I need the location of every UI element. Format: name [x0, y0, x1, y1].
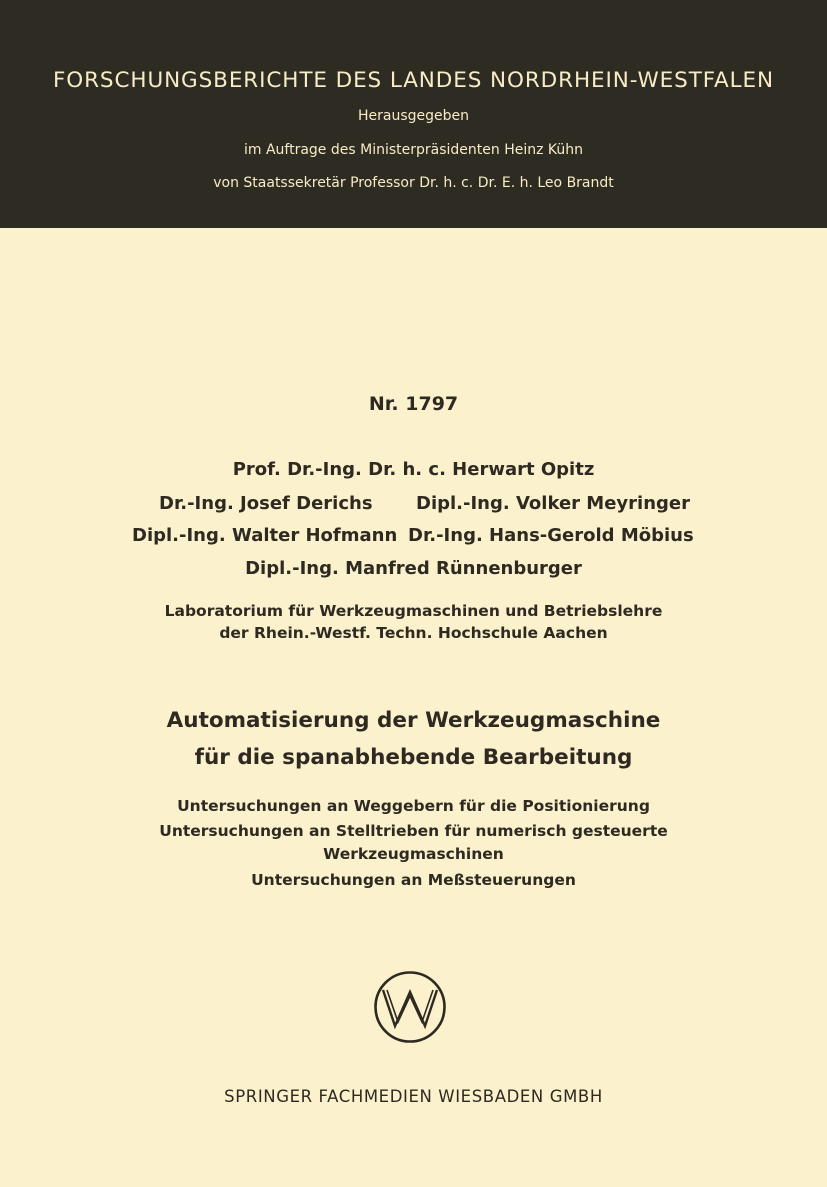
series-title: FORSCHUNGSBERICHTE DES LANDES NORDRHEIN-WESTFALEN	[52, 68, 774, 93]
editor-line-3: von Staatssekretär Professor Dr. h. c. Dr. E. h. Leo Brandt	[213, 175, 614, 191]
publisher: SPRINGER FACHMEDIEN WIESBADEN GMBH	[224, 1087, 603, 1106]
subtitle-4: Untersuchungen an Meßsteuerungen	[251, 871, 576, 889]
subtitle-2: Untersuchungen an Stelltrieben für numerisch gesteuerte	[159, 822, 668, 840]
institution-line-1: Laboratorium für Werkzeugmaschinen und Betriebslehre	[164, 602, 663, 620]
subtitle-3: Werkzeugmaschinen	[323, 845, 504, 863]
subtitle-1: Untersuchungen an Weggebern für die Positionierung	[177, 797, 650, 815]
main-title-line-2: für die spanabhebende Bearbeitung	[194, 745, 633, 770]
ww-logo-icon	[373, 970, 447, 1044]
editor-line-1: Herausgegeben	[357, 108, 469, 124]
institution-line-2: der Rhein.-Westf. Techn. Hochschule Aachen	[219, 624, 608, 642]
editor-line-2: im Auftrage des Ministerpräsidenten Heinz Kühn	[243, 142, 584, 158]
lead-author: Prof. Dr.-Ing. Dr. h. c. Herwart Opitz	[232, 459, 595, 480]
author-hofmann: Dipl.-Ing. Walter Hofmann	[132, 525, 398, 546]
author-ruennenburger: Dipl.-Ing. Manfred Rünnenburger	[245, 558, 582, 579]
header-band	[0, 0, 827, 228]
author-row-1	[0, 492, 827, 516]
author-moebius: Dr.-Ing. Hans-Gerold Möbius	[408, 525, 694, 546]
author-meyringer: Dipl.-Ing. Volker Meyringer	[416, 493, 690, 514]
author-derichs: Dr.-Ing. Josef Derichs	[159, 493, 373, 514]
main-title-line-1: Automatisierung der Werkzeugmaschine	[166, 708, 661, 733]
author-row-2	[0, 524, 827, 548]
report-number: Nr. 1797	[368, 393, 459, 415]
